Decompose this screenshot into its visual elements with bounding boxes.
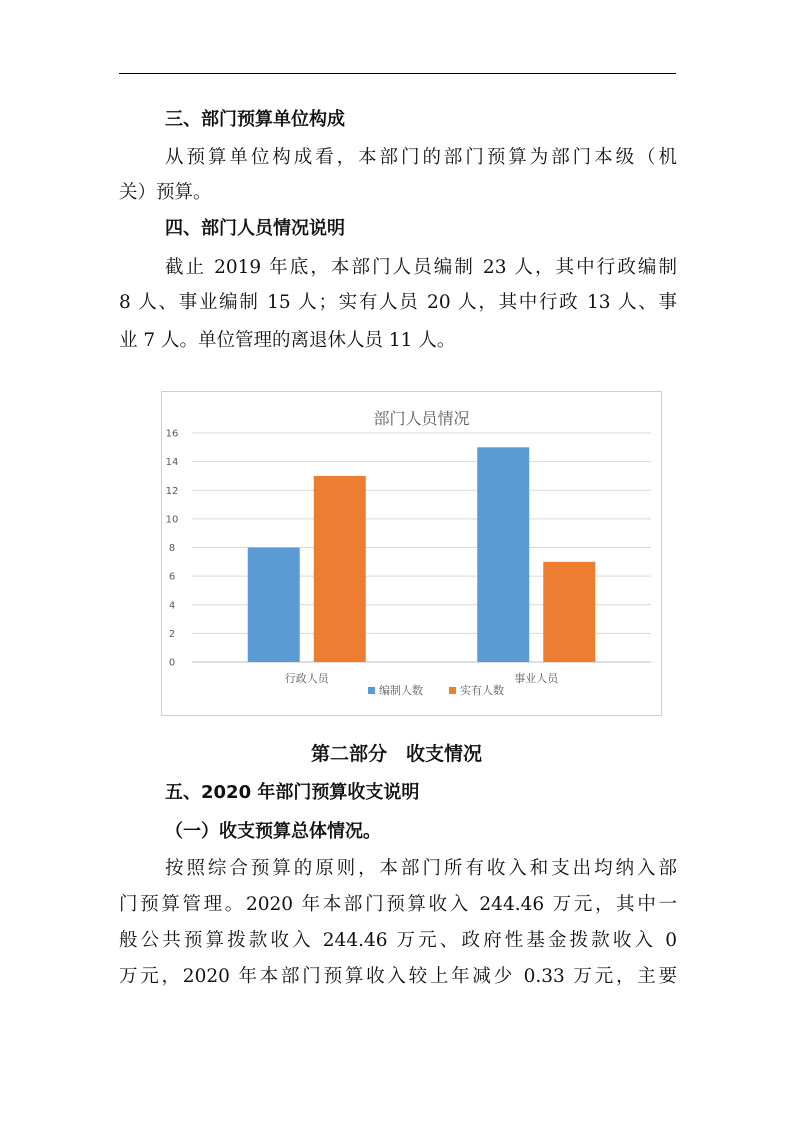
- section-heading-3: 三、部门预算单位构成: [165, 109, 345, 130]
- header-rule: [119, 73, 676, 74]
- legend-label: 实有人数: [460, 684, 504, 697]
- paragraph-line: 关）预算。: [119, 182, 212, 203]
- legend-label: 编制人数: [379, 684, 423, 697]
- y-tick-label: 10: [165, 514, 179, 526]
- bar-编制人数-事业人员: [477, 447, 529, 662]
- paragraph-line: 8 人、事业编制 15 人；实有人员 20 人，其中行政 13 人、事: [119, 292, 677, 313]
- subsection-heading: （一）收支预算总体情况。: [165, 821, 381, 842]
- staff-chart-svg: [162, 392, 661, 715]
- paragraph-line: 从预算单位构成看，本部门的部门预算为部门本级（机: [165, 147, 677, 168]
- legend-swatch-实有人数: [449, 687, 456, 694]
- x-tick-label: 事业人员: [514, 672, 559, 685]
- y-tick-label: 2: [168, 628, 176, 640]
- paragraph-line: 截止 2019 年底，本部门人员编制 23 人，其中行政编制: [165, 257, 677, 278]
- bar-实有人数-行政人员: [314, 476, 366, 662]
- y-tick-label: 16: [165, 428, 179, 440]
- bar-实有人数-事业人员: [543, 562, 595, 662]
- section-heading-4: 四、部门人员情况说明: [165, 218, 345, 239]
- paragraph-line: 业 7 人。单位管理的离退休人员 11 人。: [119, 330, 456, 351]
- paragraph-line: 门预算管理。2020 年本部门预算收入 244.46 万元，其中一: [119, 894, 677, 915]
- chart-title: 部门人员情况: [373, 409, 470, 428]
- paragraph-line: 按照综合预算的原则，本部门所有收入和支出均纳入部: [165, 858, 677, 879]
- x-tick-label: 行政人员: [284, 672, 329, 685]
- y-tick-label: 4: [168, 600, 176, 612]
- y-tick-label: 8: [168, 543, 176, 554]
- section-heading-5: 五、2020 年部门预算收支说明: [165, 782, 420, 803]
- y-tick-label: 12: [165, 485, 179, 497]
- staff-chart: [161, 391, 662, 716]
- y-tick-label: 14: [165, 457, 179, 469]
- y-tick-label: 0: [168, 657, 176, 669]
- part-heading: 第二部分 收支情况: [310, 743, 482, 765]
- bar-编制人数-行政人员: [248, 548, 300, 663]
- legend-swatch-编制人数: [368, 687, 375, 694]
- paragraph-line: 万元，2020 年本部门预算收入较上年减少 0.33 万元，主要: [119, 966, 677, 987]
- y-tick-label: 6: [168, 571, 176, 583]
- paragraph-line: 般公共预算拨款收入 244.46 万元、政府性基金拨款收入 0: [119, 930, 677, 951]
